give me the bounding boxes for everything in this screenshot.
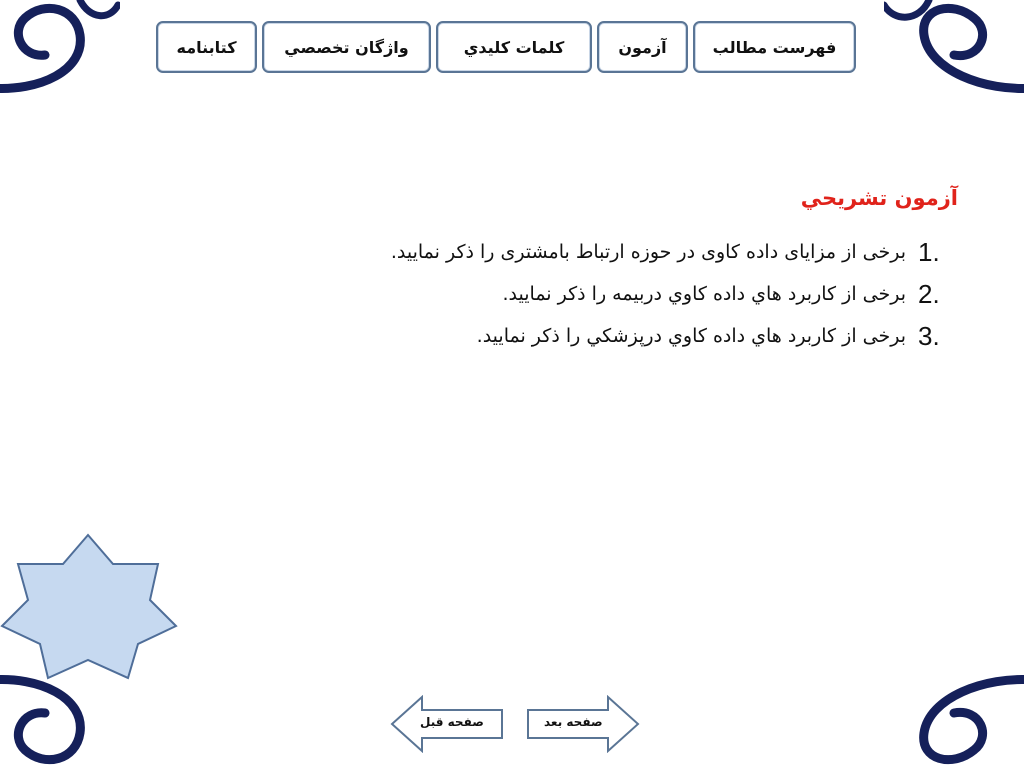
nav-button-table-of-contents[interactable]: فهرست مطالب	[693, 21, 856, 73]
question-number: 2.	[918, 278, 940, 309]
next-page-label: صفحه بعد	[544, 715, 603, 729]
question-text: برخی از کاربرد هاي داده کاوي درپزشكي را ذكر نمایید.	[476, 325, 906, 347]
corner-ornament-bottom-left	[0, 668, 120, 768]
question-item	[503, 276, 959, 312]
corner-ornament-top-left	[0, 0, 120, 100]
question-number: 1.	[918, 236, 940, 267]
nav-button-keywords[interactable]: كلمات كليدي	[436, 21, 592, 73]
star-shape	[0, 532, 180, 680]
question-text: برخی از کاربرد هاي داده کاوي دربیمه را ذكر نمایید.	[502, 283, 906, 305]
previous-page-button[interactable]	[390, 695, 504, 753]
question-item	[477, 318, 958, 354]
nav-button-bibliography[interactable]: کتابنامه	[156, 21, 257, 73]
previous-page-label: صفحه قبل	[420, 715, 484, 729]
next-page-button[interactable]	[526, 695, 640, 753]
corner-ornament-bottom-right	[884, 668, 1024, 768]
question-item	[391, 234, 958, 270]
question-number: 3.	[918, 320, 940, 351]
nav-button-quiz[interactable]: آزمون	[597, 21, 688, 73]
question-text: برخی از مزایای داده کاوی در حوزه ارتباط بامشتری را ذکر نمایید.	[390, 241, 906, 263]
corner-ornament-top-right	[884, 0, 1024, 100]
nav-button-glossary[interactable]: واژگان تخصصي	[262, 21, 431, 73]
page-title: آزمون تشريحي	[800, 186, 958, 210]
